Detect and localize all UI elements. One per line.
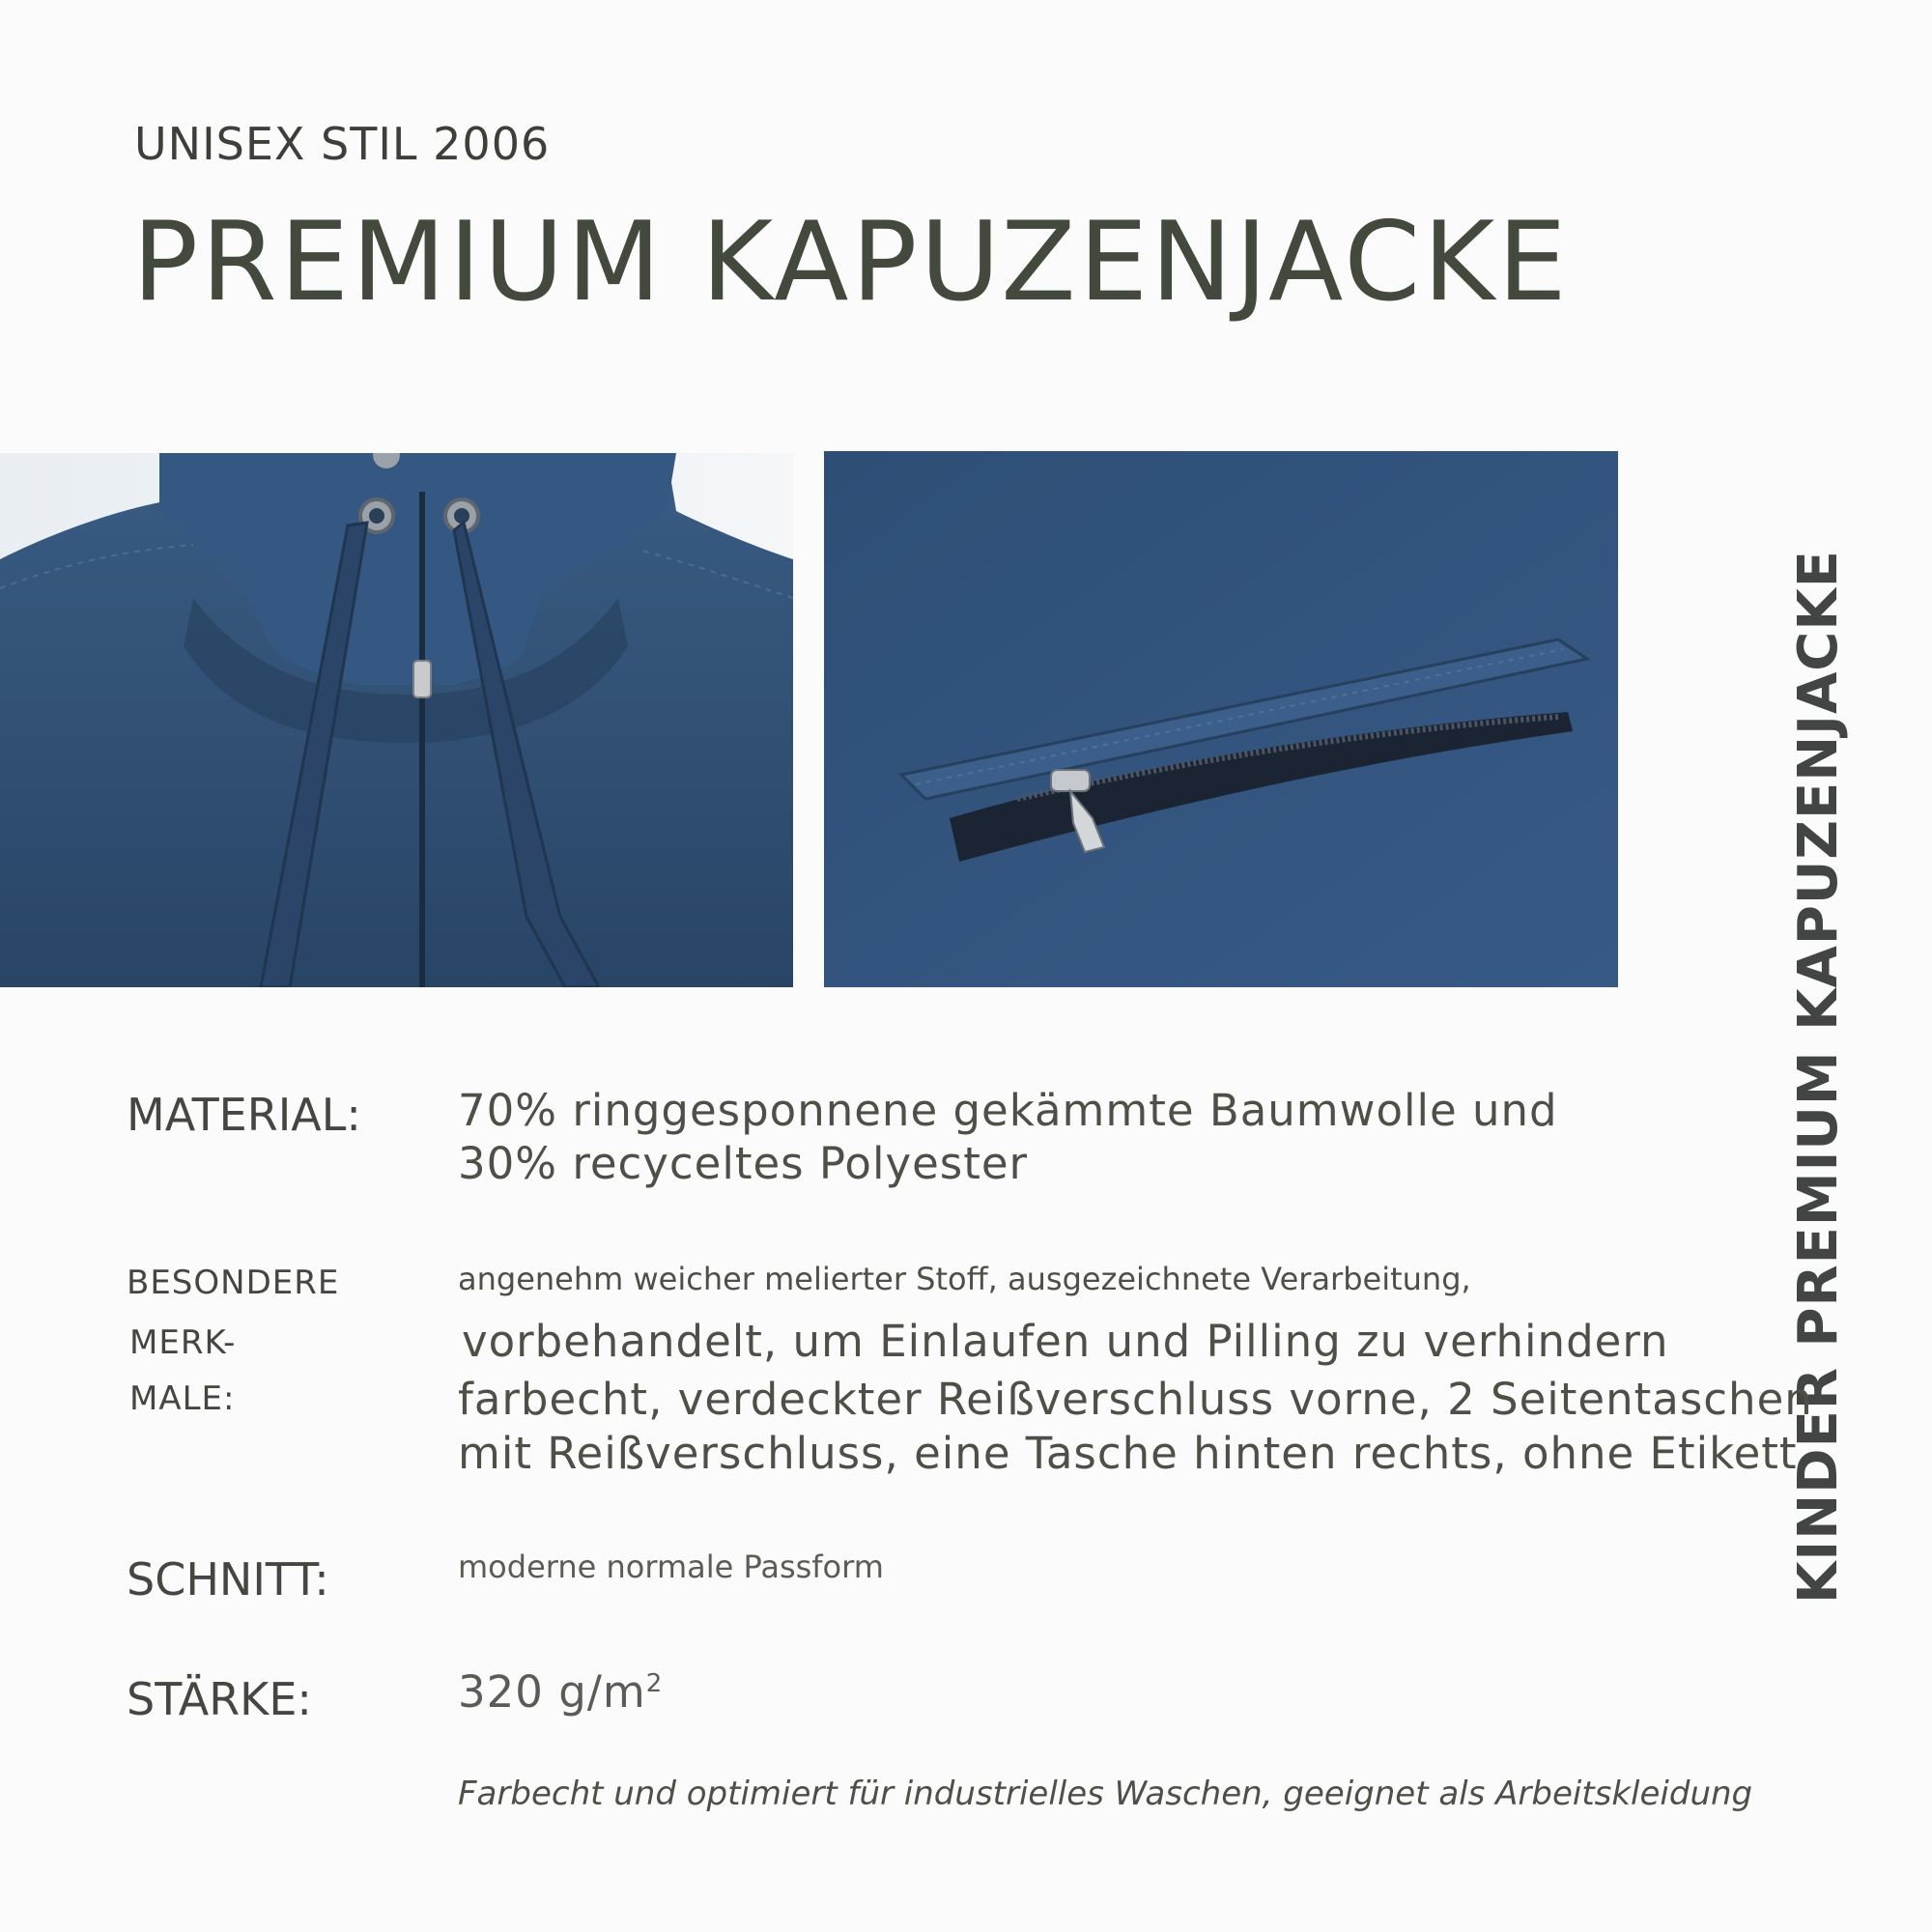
- cut-label: SCHNITT:: [127, 1553, 329, 1605]
- page-title: PREMIUM KAPUZENJACKE: [132, 198, 1570, 326]
- material-label: MATERIAL:: [127, 1089, 361, 1141]
- features-label-line-1: BESONDERE: [127, 1264, 340, 1302]
- hood-photo-illustration: [0, 453, 793, 987]
- pocket-photo: [824, 451, 1618, 987]
- features-value-line-3: farbecht, verdeckter Reißverschluss vorne, 2 Seitentaschen: [458, 1374, 1813, 1425]
- material-value-line-1: 70% ringgesponnene gekämmte Baumwolle und: [458, 1085, 1558, 1136]
- weight-exponent: 2: [645, 1669, 664, 1698]
- features-value-line-1: angenehm weicher melierter Stoff, ausgezeichnete Verarbeitung,: [458, 1261, 1471, 1297]
- hood-photo: [0, 453, 793, 987]
- features-value-line-2: vorbehandelt, um Einlaufen und Pilling zu verhindern: [462, 1316, 1669, 1367]
- cut-value: moderne normale Passform: [458, 1548, 884, 1585]
- material-value-line-2: 30% recyceltes Polyester: [458, 1138, 1029, 1189]
- weight-number: 320 g/m: [458, 1666, 646, 1718]
- weight-label: STÄRKE:: [127, 1673, 312, 1725]
- side-label-text: KINDER PREMIUM KAPUZENJACKE: [1787, 549, 1850, 1604]
- weight-value: [458, 1666, 663, 1718]
- care-note: Farbecht und optimiert für industrielles Waschen, geeignet als Arbeitskleidung: [458, 1775, 1753, 1813]
- features-label-line-3: MALE:: [129, 1379, 236, 1418]
- eyebrow-label: UNISEX STIL 2006: [134, 118, 551, 170]
- features-value-line-4: mit Reißverschluss, eine Tasche hinten rechts, ohne Etikett: [458, 1428, 1798, 1479]
- pocket-photo-illustration: [824, 451, 1618, 987]
- features-label-line-2: MERK-: [129, 1323, 237, 1362]
